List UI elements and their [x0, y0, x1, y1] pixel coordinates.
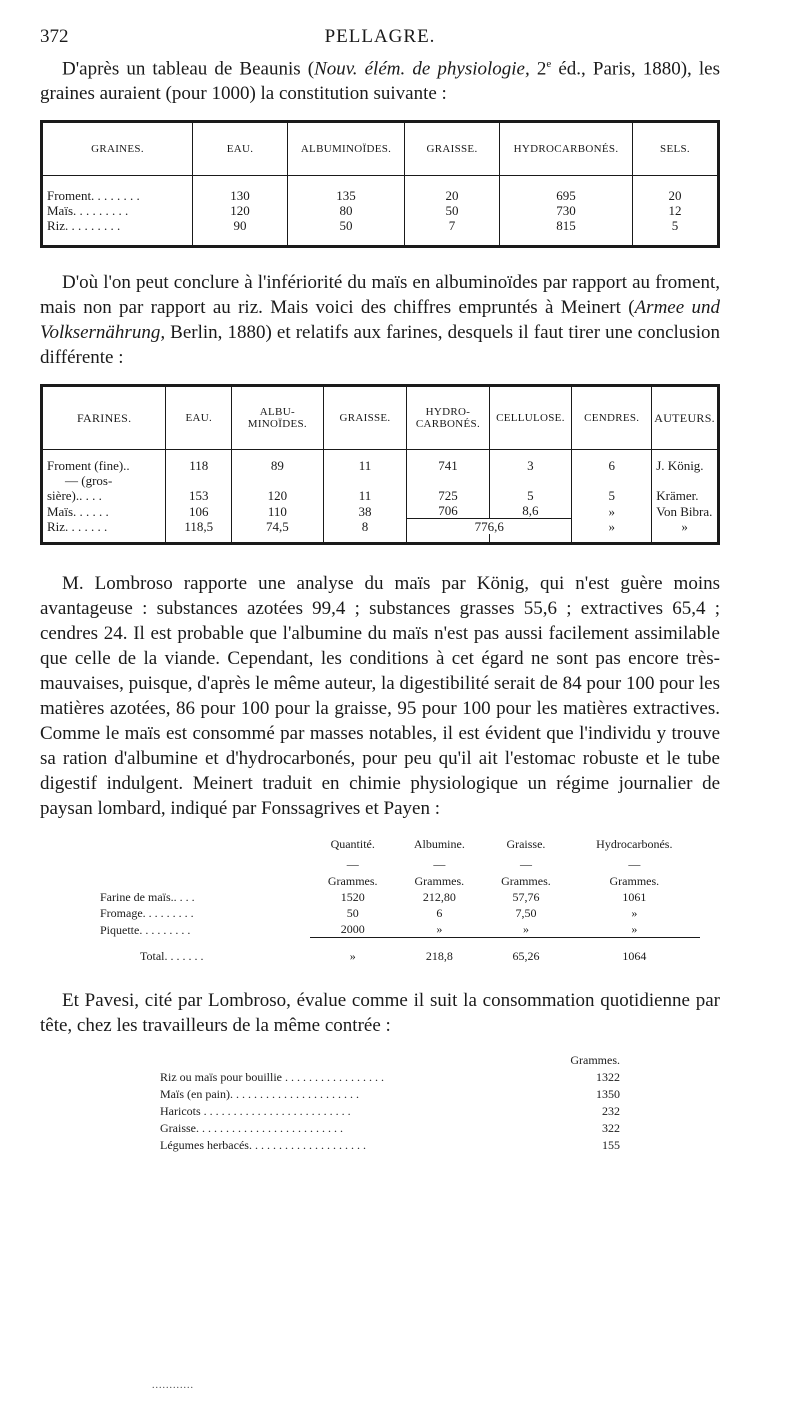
cell: 65,26: [512, 949, 540, 964]
cell: 118,5: [166, 519, 232, 535]
cell: »: [483, 921, 568, 938]
row-label: Piquette. . . . . . . . .: [100, 922, 191, 937]
row-label: Maïs. . . . . . . . .: [43, 203, 193, 218]
cell: 218,8: [425, 949, 453, 964]
paragraph-4: Et Pavesi, cité par Lombroso, évalue comme il suit la consommation quotidienne par tête, chez les travailleurs de la même contrée :: [40, 990, 720, 1037]
total-label: Total. . . . . . .: [140, 949, 204, 964]
row-label: sière).. . . .: [43, 488, 166, 503]
cell: 695: [500, 188, 633, 203]
col-cendres: CENDRES.: [572, 387, 652, 450]
grain-table: [40, 120, 720, 248]
dash: —: [433, 857, 446, 872]
item-label: Haricots . . . . . . . . . . . . . . . . . . . . . . . . .: [160, 1104, 351, 1119]
cell: 5: [572, 488, 652, 503]
cell: »: [572, 519, 652, 535]
cell: 2000: [310, 921, 395, 938]
footer-dots: ............: [152, 1380, 194, 1391]
item-value: 155: [602, 1138, 620, 1153]
author-cell: Krämer.: [656, 488, 699, 504]
cell: 12: [668, 203, 682, 219]
cell: »: [572, 503, 652, 519]
list-item: [160, 1069, 620, 1086]
paragraph-1: [40, 52, 720, 106]
paragraph-2: [40, 270, 720, 370]
col-eau: EAU.: [166, 387, 232, 450]
cell: 11: [323, 488, 407, 503]
cell: 3: [489, 458, 572, 473]
col-hydrocarbones: HYDRO-CARBONÉS.: [407, 387, 489, 450]
cell: 118: [166, 458, 232, 473]
col-farines: FARINES.: [43, 387, 166, 450]
unit: Grammes.: [414, 874, 465, 889]
col-cellulose: CELLULOSE.: [489, 387, 572, 450]
flour-table-header: [43, 387, 717, 450]
cell: »: [395, 921, 483, 938]
cell: 74,5: [232, 519, 324, 535]
list-item: [160, 1137, 620, 1154]
merged-cell: 776,6: [407, 519, 572, 535]
table-row: [43, 488, 717, 503]
item-value: 232: [602, 1104, 620, 1119]
cell: 725: [407, 488, 489, 503]
col-graines: GRAINES.: [43, 123, 193, 176]
col-hydrocarbones: Hydrocarbonés.: [596, 837, 673, 852]
item-label: Graisse. . . . . . . . . . . . . . . . . . . . . . . . .: [160, 1121, 343, 1136]
cell: »: [569, 921, 700, 938]
cell: 20: [668, 188, 682, 204]
cell: »: [681, 519, 688, 535]
cell: 130: [193, 188, 288, 203]
cell: 1064: [622, 949, 647, 964]
grain-table-header: [43, 123, 717, 176]
unit: Grammes.: [501, 874, 551, 889]
row-label: Riz. . . . . . .: [43, 519, 166, 535]
row-label: Farine de maïs.. . . .: [100, 890, 195, 905]
cell: 50: [346, 906, 359, 921]
para1-text-a: D'après un tableau de Beaunis (: [62, 58, 315, 80]
cell: 80: [288, 203, 405, 218]
table-row: [100, 889, 700, 905]
para2-text-a: D'où l'on peut conclure à l'infériorité du maïs en albuminoïdes par rapport au froment, mais non par rapport au riz. Mais voici des chiffres empruntés à Meinert (: [40, 272, 720, 319]
col-albuminoides: ALBUMINOÏDES.: [288, 123, 405, 176]
running-head: [40, 18, 720, 52]
unit: Grammes.: [609, 874, 660, 889]
item-value: 322: [602, 1121, 620, 1136]
unit: Grammes.: [327, 874, 378, 889]
table-row: [43, 503, 717, 519]
col-sels: SELS.: [633, 123, 718, 176]
page: [40, 18, 720, 1154]
table-row: [43, 188, 717, 203]
col-graisse: GRAISSE.: [323, 387, 407, 450]
table-row: [100, 905, 700, 921]
col-graisse: Graisse.: [506, 837, 546, 852]
cell: 135: [288, 188, 405, 203]
para2-book-title: Armee und Volksernährung,: [40, 297, 720, 344]
author-cell: Von Bibra.: [656, 503, 713, 519]
cell: 11: [323, 458, 407, 473]
list-item: [160, 1103, 620, 1120]
cell: 106: [166, 503, 232, 519]
table-row: [43, 519, 717, 535]
para1-text-e: éd., Paris, 1880), les graines auraient (pour 1000) la constitution suivante :: [40, 58, 721, 105]
col-graisse: GRAISSE.: [405, 123, 500, 176]
col-eau: EAU.: [193, 123, 288, 176]
cell: 50: [288, 218, 405, 233]
cell: 6: [436, 906, 443, 921]
page-number: 372: [40, 26, 69, 47]
list-item: [160, 1086, 620, 1103]
ration-table: [100, 833, 700, 964]
cell: 815: [500, 218, 633, 233]
table-row: [43, 218, 717, 233]
row-label: Riz. . . . . . . . .: [43, 218, 193, 233]
cell: »: [349, 949, 356, 964]
units-row: [100, 873, 700, 889]
flour-table: [40, 384, 720, 545]
cell: 90: [193, 218, 288, 233]
cell: 212,80: [422, 890, 456, 905]
cell: »: [631, 906, 638, 921]
row-label: — (gros-: [43, 473, 166, 488]
row-label: Maïs. . . . . .: [43, 503, 166, 519]
cell: 8: [323, 519, 407, 535]
table-row: [43, 473, 717, 488]
table-row: [100, 921, 700, 938]
para1-text-c: 2: [529, 58, 547, 80]
cell: 1520: [340, 890, 365, 905]
cell: 741: [407, 458, 489, 473]
cell: 57,76: [512, 890, 540, 905]
cell: 120: [193, 203, 288, 218]
cell: 153: [166, 488, 232, 503]
table-row: [43, 458, 717, 473]
item-label: Maïs (en pain). . . . . . . . . . . . . . . . . . . . . .: [160, 1087, 359, 1102]
cell: 38: [323, 503, 407, 519]
cell: 8,6: [489, 503, 572, 519]
cell: 5: [671, 218, 679, 234]
para2-text-c: Berlin, 1880) et relatifs aux farines, desquels il faut tirer une conclusion différente :: [40, 322, 720, 369]
cell: 7: [405, 218, 500, 233]
author-cell: J. König.: [656, 458, 704, 474]
dash: —: [346, 857, 359, 872]
cell: 110: [232, 503, 324, 519]
cell: 120: [232, 488, 324, 503]
item-value: 1350: [596, 1087, 620, 1102]
col-albumine: Albumine.: [413, 837, 465, 852]
cell: 1061: [622, 890, 647, 905]
unit-header: Grammes.: [570, 1053, 620, 1068]
row-label: Froment (fine)..: [43, 458, 166, 473]
consumption-list: [160, 1052, 620, 1154]
col-quantite: Quantité.: [330, 837, 375, 852]
ration-header: [100, 833, 700, 855]
para1-book-title: Nouv. élém. de physiologie,: [314, 58, 530, 80]
list-item: [160, 1120, 620, 1137]
cell: 89: [232, 458, 324, 473]
row-label: Fromage. . . . . . . . .: [100, 906, 194, 921]
item-value: 1322: [596, 1070, 620, 1085]
item-label: Riz ou maïs pour bouillie . . . . . . . . . . . . . . . . .: [160, 1070, 384, 1085]
cell: 5: [489, 488, 572, 503]
total-row: [100, 948, 700, 964]
col-albuminoides: ALBU-MINOÏDES.: [232, 387, 324, 450]
dash: —: [628, 857, 641, 872]
col-auteurs: AUTEURS.: [652, 387, 717, 450]
item-label: Légumes herbacés. . . . . . . . . . . . . . . . . . . .: [160, 1138, 366, 1153]
cell: 706: [407, 503, 489, 519]
dash: —: [519, 857, 532, 872]
cell: 50: [405, 203, 500, 218]
cell: 6: [572, 458, 652, 473]
col-hydrocarbones: HYDROCARBONÉS.: [500, 123, 633, 176]
row-label: Froment. . . . . . . .: [43, 188, 193, 203]
running-title: PELLAGRE.: [324, 26, 436, 47]
cell: 20: [405, 188, 500, 203]
table-row: [43, 203, 717, 218]
cell: 730: [500, 203, 633, 218]
paragraph-3: M. Lombroso rapporte une analyse du maïs par König, qui n'est guère moins avantageuse : substances azotées 99,4 ; substances grasses 55,6 ; extractives 65,4 ; cendres 24. Il est probable que l'albumine du maïs n'est pas aussi facilement assimilable que celle de la viande. Cependant, les conditions à cet égard ne sont pas encore très-mauvaises, puisque, d'après le même auteur, la digestibilité serait de 84 pour 100 pour les matières azotées, 86 pour 100 pour la graisse, 95 pour 100 pour les matières extractives. Comme le maïs est consommé par masses notables, il est évident que l'individu y trouve sa ration d'albumine et d'hydrocarbonés, pour peu qu'il ait l'estomac robuste et le tube digestif indulgent. Meinert traduit en chimie physiologique un régime journalier de paysan lombard, indiqué par Fonssagrives et Payen :: [40, 573, 720, 820]
para1-superscript: e: [546, 58, 552, 70]
cell: 7,50: [515, 906, 537, 921]
